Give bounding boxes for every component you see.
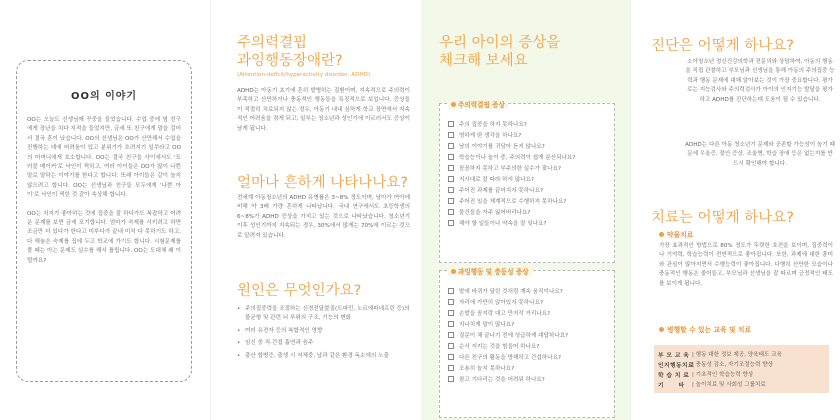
story-title: OO의 이야기 [70,91,138,102]
checklist-item [448,217,606,228]
story-paragraph-2: OO는 처지가 좋아하는 것에 집중을 잘 하다가도 복잡하고 어려운 문제를 보면 금세 포기합니다. 엄마가 숙제를 시키려고 하면 조금만 더 있다가 한다고 미루다가 끝내 미처 다 못하기도 하고, 다 해놓은 숙제를 집에 두고 학교에 가기도 합니다. 시험문제를 풀 때는 아는 문제도 실수를 해서 틀립니다. OO는 도대체 왜 이럴까요? [27,210,181,264]
checkbox[interactable] [448,332,454,338]
cause-heading: 원인은 무엇인가요? [237,283,362,299]
checklist-item [448,140,606,151]
prevalence-body: 전세계 아동청소년의 ADHD 유병률은 3~8% 정도이며, 남아가 여아에 비해 약 3배 가량 흔하게 나타납니다. 국내 연구에서도 초등학생의 6~8%가 ADHD 증상을 가지고 있는 것으로 나타났습니다. 청소년기 이후 성인기까지 지속되는 경우, 30%에서 많게는 70%에 이르는 것으로 알려져 있습니다. [237,195,410,239]
checkbox[interactable] [448,376,454,382]
checklist-heading: 우리 아이의 증상을 체크해 보세요 [439,35,561,69]
diagnosis-body: 소아청소년 정신건강의학과 전문의와 상담하여, 아동의 행동을 직접 관찰하고 부모님과 선생님을 통해 아동의 주의집중 능력과 행동 문제에 대해 알아보는 것이 가장 중요합니다. 평가로는 지능검사와 주의력검사가 아이의 인지기능 발달을 평가하고 ADHD를 진단하는데 도움이 될 수 있습니다. [685,59,835,103]
checklist-item [448,329,606,340]
checkbox[interactable] [448,354,454,360]
checklist-item [448,340,606,351]
checklist-item-label: 지시대로 잘 따라 하지 않나요? [459,176,534,183]
checkbox[interactable] [448,209,454,215]
checklist-item [448,129,606,140]
checklist-item-label: 주어진 일을 체계적으로 수행하지 못하나요? [459,198,567,205]
checklist-item [448,206,606,217]
bullet-dot-icon [659,232,664,237]
checklist-item [448,118,606,129]
checklist-item [448,373,606,384]
adhd-definition-body: ADHD는 아동기 초기에 흔히 발병하는 질환이며, 지속적으로 주의력이 부족하고 산만하거나 충동적인 행동들을 특징적으로 보입니다. 증상들이 적절히 치료되지 않는 경우, 아동기 내내 심하게 학교 장면에서 지속적인 어려움을 겪게 되고, 일부는 청소년과 성인기에 이르러서도 증상이 남게 됩니다. [237,88,410,132]
checkbox[interactable] [448,343,454,349]
checkbox[interactable] [448,132,454,138]
checklist-item-label: 학습능이나 놀이 중, 주의력이 쉽게 분산되나요? [459,154,576,161]
checklist-item [448,307,606,318]
therapy-table [654,345,829,393]
checklist-item-label: 남의 이야기를 귀담아 듣지 않나요? [459,143,545,150]
therapy-row: 인지행동치료 | 충동성 감소, 자기조절능력 향상 [658,362,774,369]
combined-therapy-title: 병행할 수 있는 교육 및 치료 [659,324,751,334]
diagnosis-treatment-panel [630,0,840,420]
cause-item: • 출산 합병증, 출생 시 저체중, 납과 같은 환경 독소에의 노출 [237,352,410,361]
bullet-dot-icon [451,269,456,274]
checklist-item [448,162,606,173]
checklist-item [448,362,606,373]
checkbox[interactable] [448,220,454,226]
checklist-item-label: 해야 할 일들이나 약속을 잘 잊나요? [459,220,547,227]
checklist-item-label: 발에 바퀴가 달린 것처럼 계속 움직이나요? [459,288,563,295]
checkbox[interactable] [448,288,454,294]
treatment-heading: 치료는 어떻게 하나요? [651,210,794,226]
checklist-item-label: 꼼꼼하지 못하고 부주의한 실수가 잦나요? [459,165,561,172]
adhd-info-panel [210,0,421,420]
hyperactivity-checklist [439,270,615,418]
checklist-item [448,151,606,162]
bullet-dot-icon [659,327,664,332]
comorbidity-body: ADHD는 다른 아동 청소년기 문제와 공존할 가능성이 높기 때문에 우울증, 불안 증상, 조울병, 학습 장애 등은 없는지를 반드시 확인해야 합니다. [685,142,835,167]
medication-title: 약물치료 [659,229,693,239]
story-card [16,60,192,382]
checklist-item [448,318,606,329]
adhd-definition-heading: 주의력결핍 과잉행동장애란? [237,35,343,69]
attention-checklist [439,103,615,263]
checklist-item [448,296,606,307]
checklist-item-label: 질문이 채 끝나기 전에 성급하게 대답하나요? [459,332,569,339]
diagnosis-heading: 진단은 어떻게 하나요? [651,38,794,54]
checklist-item-label: 순서 지키는 것을 힘들어 하나요? [459,343,540,350]
cause-item: • 임신 중 직·간접 흡연과 음주 [237,339,410,348]
checkbox[interactable] [448,321,454,327]
checkbox[interactable] [448,143,454,149]
story-panel [0,0,210,420]
checklist-item-label: 손발을 꼼지락 대고 만지작 거리나요? [459,310,551,317]
checklist-item-label: 주어진 과제를 끝마치지 못하나요? [459,187,543,194]
checklist-item-label: 명하게 딴 생각을 하나요? [459,132,522,139]
story-paragraph-1: OO는 오늘도 선생님께 꾸중을 들었습니다. 수업 중에 옆 친구에게 장난을 치다 지적을 들었지만, 금세 또 친구에게 말을 걸어서 결국 혼이 났습니다. OO의 선생님은 OO가 산만해서 수업을 진행하는 데에 어려움이 있고 분위기가 흐려지기 일쑤라고 OO의 어머니에게 호소합니다. OO는 결국 친구들 사이에서도 '트러블 메이커'로 낙인이 찍히고, 여러 아이들은 OO가 많이 나쁜 말로 말하는 이야기를 한다고 합니다. 또래 아이들은 같이 놀지 않으려고 합니다. OO는 선생님과 친구들 모두에게 '나쁜 아이'로 낙인이 찍힌 것 같아 속상해 합니다. [27,117,181,199]
checklist-item-label: 자리에 가만히 앉아있지 못하나요? [459,299,543,306]
checkbox[interactable] [448,365,454,371]
checklist-panel [421,0,630,420]
checkbox[interactable] [448,176,454,182]
checklist-item-label: 조용히 놀지 못하나요? [459,365,515,372]
checkbox[interactable] [448,187,454,193]
checklist-item-label: 지나치게 말이 많나요? [459,321,515,328]
checklist-item [448,285,606,296]
checkbox[interactable] [448,165,454,171]
checkbox[interactable] [448,299,454,305]
checklist-item-label: 주의 집중을 하지 못하나요? [459,121,527,128]
therapy-row: 기 타 | 놀이치료 및 사회성 그룹치료 [658,382,766,389]
checkbox[interactable] [448,198,454,204]
medication-body: 가장 효과적인 방법으로 80% 정도가 뚜렷한 호전을 보이며, 집중력이나 기억력, 학습능력이 전반적으로 좋아집니다. 또한, 과제에 대한 흥미와 관심이 많아지면서 수행능력이 좋아집니다. 다행히 산만한 모습이나 충동적인 행동은 줄어들고, 부모님과 선생님을 잘 따르며 긍정적인 태도를 보이게 됩니다. [659,243,833,287]
checklist-item-label: 참고 기다리는 것을 어려워 하나요? [459,376,545,383]
checklist-item [448,184,606,195]
checkbox[interactable] [448,154,454,160]
checklist-item [448,173,606,184]
checkbox[interactable] [448,121,454,127]
hyperactivity-checklist-title: 과잉행동 및 충동성 증상 [448,266,532,276]
cause-item: • 여러 유전자 등의 복합적인 영향 [237,327,410,336]
prevalence-heading: 얼마나 흔하게 나타나나요? [237,175,408,191]
cause-item: • 주의집중력을 조절하는 신경전달물질(도파민, 노르에피네프린 등)의 불균형 및 관련 뇌 부위의 구조, 기능의 변화 [237,305,410,324]
checklist-item [448,351,606,362]
attention-checklist-title: 주의력결핍 증상 [448,99,508,109]
hyperactivity-items [448,285,606,384]
attention-items [448,118,606,228]
checkbox[interactable] [448,310,454,316]
therapy-row: 학 습 치 료 | 기초적인 학습능력 향상 [658,372,754,379]
cause-list [237,305,410,364]
checklist-item [448,195,606,206]
adhd-english-subtitle: (Attention-deficit/hyperactivity disorder, ADHD) [237,72,371,78]
bullet-dot-icon [451,102,456,107]
checklist-item-label: 다른 친구의 활동을 방해하고 간섭하나요? [459,354,561,361]
checklist-item-label: 물건들을 자주 잃어버리나요? [459,209,531,216]
therapy-row: 부 모 교 육 | 행동 대한 정보 제공, 양육태도 교육 [658,352,782,359]
